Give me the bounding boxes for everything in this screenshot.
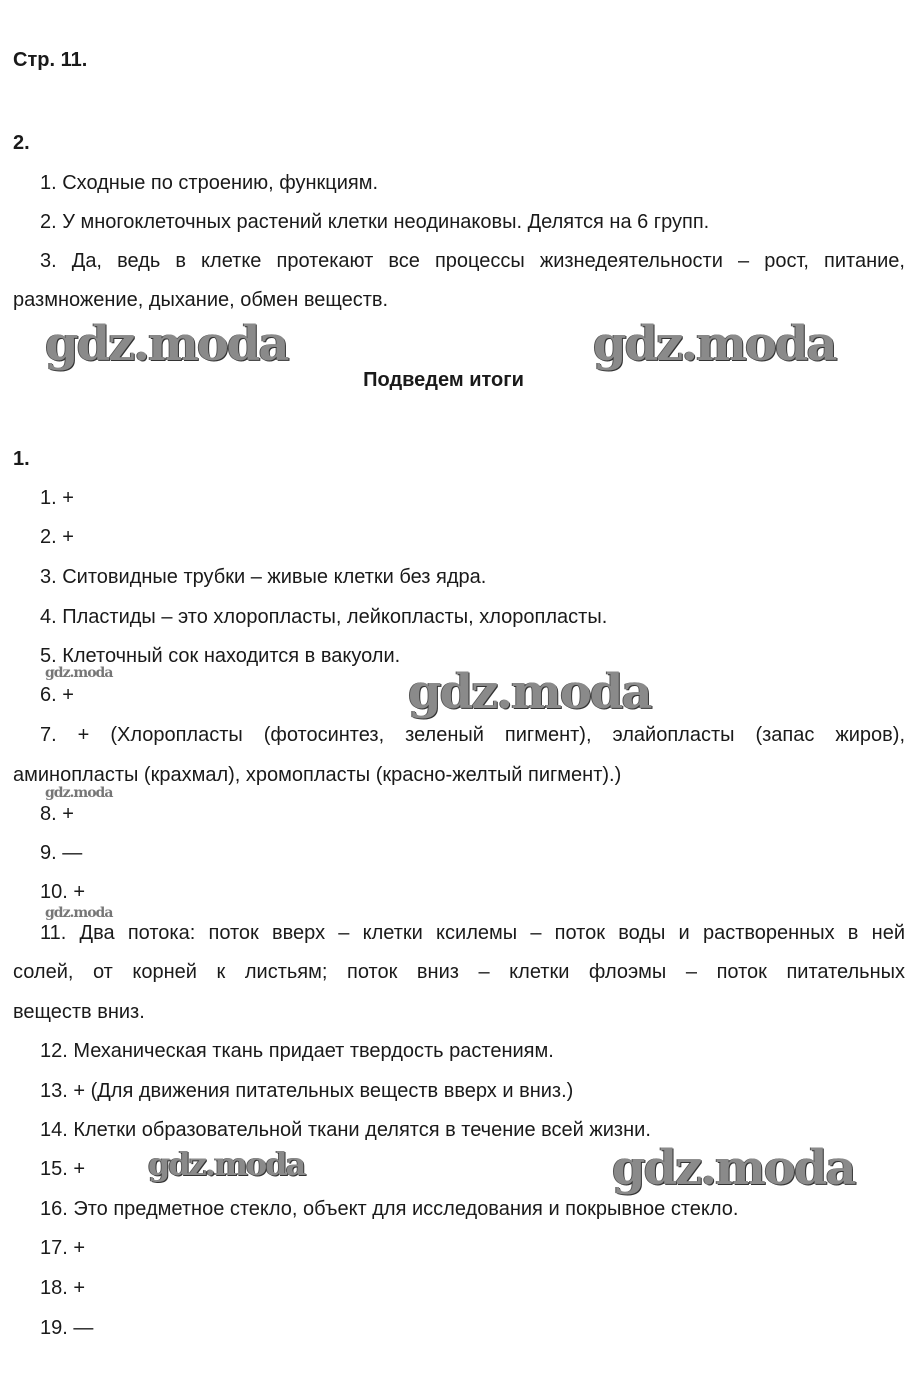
answer-line: размножение, дыхание, обмен веществ.	[13, 289, 389, 311]
watermark: gdz.moda	[148, 1145, 305, 1183]
answer-line: 6. +	[40, 684, 74, 706]
answer-line: 2. У многоклеточных растений клетки неодинаковы. Делятся на 6 групп.	[40, 211, 710, 233]
page-label: Стр. 11.	[13, 49, 88, 71]
answer-line: 5. Клеточный сок находится в вакуоли.	[40, 645, 401, 667]
answer-line: 11. Два потока: поток вверх – клетки ксилемы – поток воды и растворенных в ней	[40, 922, 905, 944]
answer-line: 2. +	[40, 526, 74, 548]
section-number: 2.	[13, 132, 30, 154]
watermark: gdz.moda	[593, 316, 836, 372]
watermark: gdz.moda	[45, 785, 113, 801]
answer-line: 7. + (Хлоропласты (фотосинтез, зеленый пигмент), элайопласты (запас жиров),	[40, 724, 905, 746]
answer-line: 3. Да, ведь в клетке протекают все процессы жизнедеятельности – рост, питание,	[40, 250, 905, 272]
answer-line: 16. Это предметное стекло, объект для исследования и покрывное стекло.	[40, 1198, 739, 1220]
watermark: gdz.moda	[45, 316, 288, 372]
answer-line: 1. +	[40, 487, 74, 509]
answer-line: 1. Сходные по строению, функциям.	[40, 172, 379, 194]
answer-line: 12. Механическая ткань придает твердость растениям.	[40, 1040, 554, 1062]
answer-line: 8. +	[40, 803, 74, 825]
answer-line: 19. —	[40, 1317, 94, 1339]
answer-line: аминопласты (крахмал), хромопласты (красно-желтый пигмент).)	[13, 764, 622, 786]
answer-line: 17. +	[40, 1237, 86, 1259]
answer-line: 18. +	[40, 1277, 86, 1299]
answer-line: солей, от корней к листьям; поток вниз – клетки флоэмы – поток питательных	[13, 961, 905, 983]
answer-line: 3. Ситовидные трубки – живые клетки без ядра.	[40, 566, 487, 588]
answer-line: 15. +	[40, 1158, 86, 1180]
answer-line: веществ вниз.	[13, 1001, 145, 1023]
watermark: gdz.moda	[45, 905, 113, 921]
answer-line: 14. Клетки образовательной ткани делятся в течение всей жизни.	[40, 1119, 651, 1141]
answer-line: 4. Пластиды – это хлоропласты, лейкопласты, хлоропласты.	[40, 606, 608, 628]
section-number: 1.	[13, 448, 30, 470]
section-heading: Подведем итоги	[363, 369, 524, 391]
watermark: gdz.moda	[45, 665, 113, 681]
watermark: gdz.moda	[408, 664, 651, 720]
answer-line: 9. —	[40, 842, 83, 864]
watermark: gdz.moda	[612, 1140, 855, 1196]
answer-line: 10. +	[40, 881, 86, 903]
answer-line: 13. + (Для движения питательных веществ вверх и вниз.)	[40, 1080, 574, 1102]
